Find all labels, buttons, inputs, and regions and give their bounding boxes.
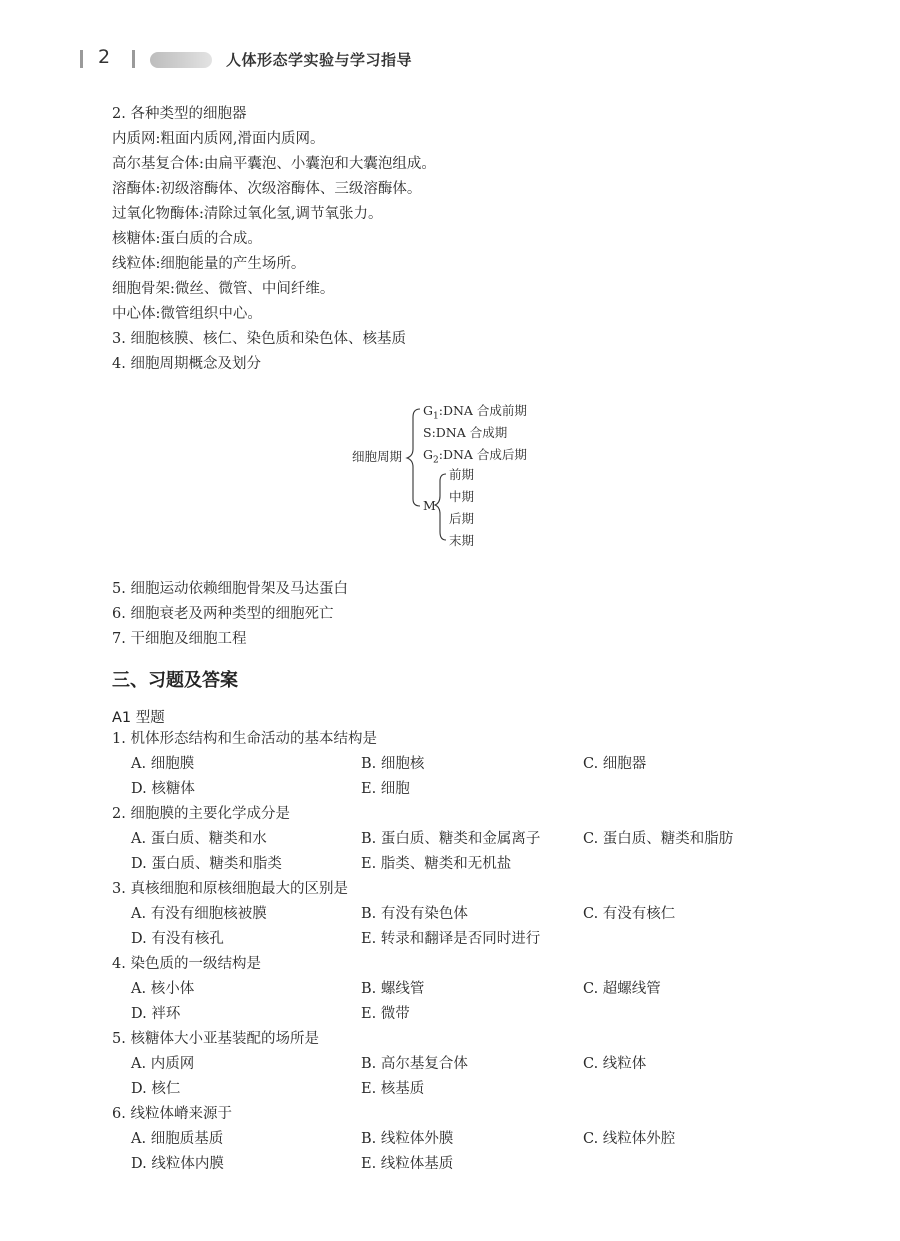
body-line: 高尔基复合体:由扁平囊泡、小囊泡和大囊泡组成。	[112, 156, 436, 172]
question-stem: 6. 线粒体嵴来源于	[112, 1106, 232, 1122]
option: B. 线粒体外膜	[361, 1131, 454, 1147]
option: A. 细胞质基质	[131, 1131, 224, 1147]
option: D. 有没有核孔	[131, 931, 224, 947]
option: A. 细胞膜	[131, 756, 195, 772]
inner-brace	[435, 474, 446, 540]
option: D. 袢环	[131, 1006, 181, 1022]
option: B. 蛋白质、糖类和金属离子	[361, 831, 541, 847]
body-line: 核糖体:蛋白质的合成。	[112, 231, 262, 247]
question-stem: 4. 染色质的一级结构是	[112, 956, 261, 972]
option: A. 核小体	[131, 981, 195, 997]
option: E. 线粒体基质	[361, 1156, 454, 1172]
option: C. 细胞器	[583, 756, 647, 772]
body-line: 3. 细胞核膜、核仁、染色质和染色体、核基质	[112, 331, 406, 347]
diagram-g1-label	[423, 403, 527, 425]
section-title: 三、习题及答案	[112, 670, 238, 691]
option: E. 微带	[361, 1006, 410, 1022]
option: E. 核基质	[361, 1081, 425, 1097]
option: C. 蛋白质、糖类和脂肪	[583, 831, 734, 847]
g2-subscript: 2	[433, 455, 439, 466]
question-stem: 1. 机体形态结构和生命活动的基本结构是	[112, 731, 377, 747]
option: D. 蛋白质、糖类和脂类	[131, 856, 282, 872]
option: E. 转录和翻译是否同时进行	[361, 931, 541, 947]
option: E. 脂类、糖类和无机盐	[361, 856, 512, 872]
body-line: 线粒体:细胞能量的产生场所。	[112, 256, 306, 272]
option: B. 有没有染色体	[361, 906, 468, 922]
header-divider-right	[132, 50, 135, 68]
page-header	[0, 44, 900, 76]
header-divider-left	[80, 50, 83, 68]
option: D. 线粒体内膜	[131, 1156, 224, 1172]
g2-text: :DNA 合成后期	[438, 447, 527, 462]
header-decoration	[150, 52, 212, 68]
g1-letter: G	[423, 403, 433, 418]
option: A. 有没有细胞核被膜	[131, 906, 267, 922]
diagram-g2-label	[423, 447, 527, 469]
diagram-m-phase: 后期	[449, 511, 475, 526]
option: B. 细胞核	[361, 756, 425, 772]
option: A. 蛋白质、糖类和水	[131, 831, 267, 847]
diagram-m-phase: 中期	[449, 489, 475, 504]
body-line: 内质网:粗面内质网,滑面内质网。	[112, 131, 325, 147]
body-line: 过氧化物酶体:清除过氧化氢,调节氧张力。	[112, 206, 383, 222]
diagram-m-phase: 末期	[449, 533, 475, 548]
subsection-title: A1 型题	[112, 710, 165, 726]
option: C. 有没有核仁	[583, 906, 676, 922]
diagram-m-phase: 前期	[449, 467, 475, 482]
body-line: 5. 细胞运动依赖细胞骨架及马达蛋白	[112, 581, 348, 597]
diagram-root-label: 细胞周期	[352, 449, 403, 464]
question-stem: 5. 核糖体大小亚基装配的场所是	[112, 1031, 319, 1047]
body-line: 中心体:微管组织中心。	[112, 306, 262, 322]
question-stem: 2. 细胞膜的主要化学成分是	[112, 806, 290, 822]
option: C. 超螺线管	[583, 981, 661, 997]
g1-subscript: 1	[433, 411, 439, 422]
option: D. 核仁	[131, 1081, 181, 1097]
body-line: 细胞骨架:微丝、微管、中间纤维。	[112, 281, 335, 297]
option: B. 高尔基复合体	[361, 1056, 468, 1072]
book-title: 人体形态学实验与学习指导	[226, 51, 413, 69]
page-number: 2	[98, 46, 111, 68]
option: D. 核糖体	[131, 781, 195, 797]
body-line: 溶酶体:初级溶酶体、次级溶酶体、三级溶酶体。	[112, 181, 422, 197]
option: B. 螺线管	[361, 981, 425, 997]
g1-text: :DNA 合成前期	[438, 403, 527, 418]
option: C. 线粒体外腔	[583, 1131, 676, 1147]
outer-brace	[407, 409, 420, 506]
diagram-m-label: M	[423, 498, 436, 513]
g2-letter: G	[423, 447, 433, 462]
body-line: 2. 各种类型的细胞器	[112, 106, 247, 122]
diagram-s-label: S:DNA 合成期	[423, 425, 508, 440]
body-line: 6. 细胞衰老及两种类型的细胞死亡	[112, 606, 334, 622]
option: A. 内质网	[131, 1056, 195, 1072]
question-stem: 3. 真核细胞和原核细胞最大的区别是	[112, 881, 348, 897]
option: E. 细胞	[361, 781, 410, 797]
body-line: 7. 干细胞及细胞工程	[112, 631, 247, 647]
option: C. 线粒体	[583, 1056, 647, 1072]
body-line: 4. 细胞周期概念及划分	[112, 356, 261, 372]
